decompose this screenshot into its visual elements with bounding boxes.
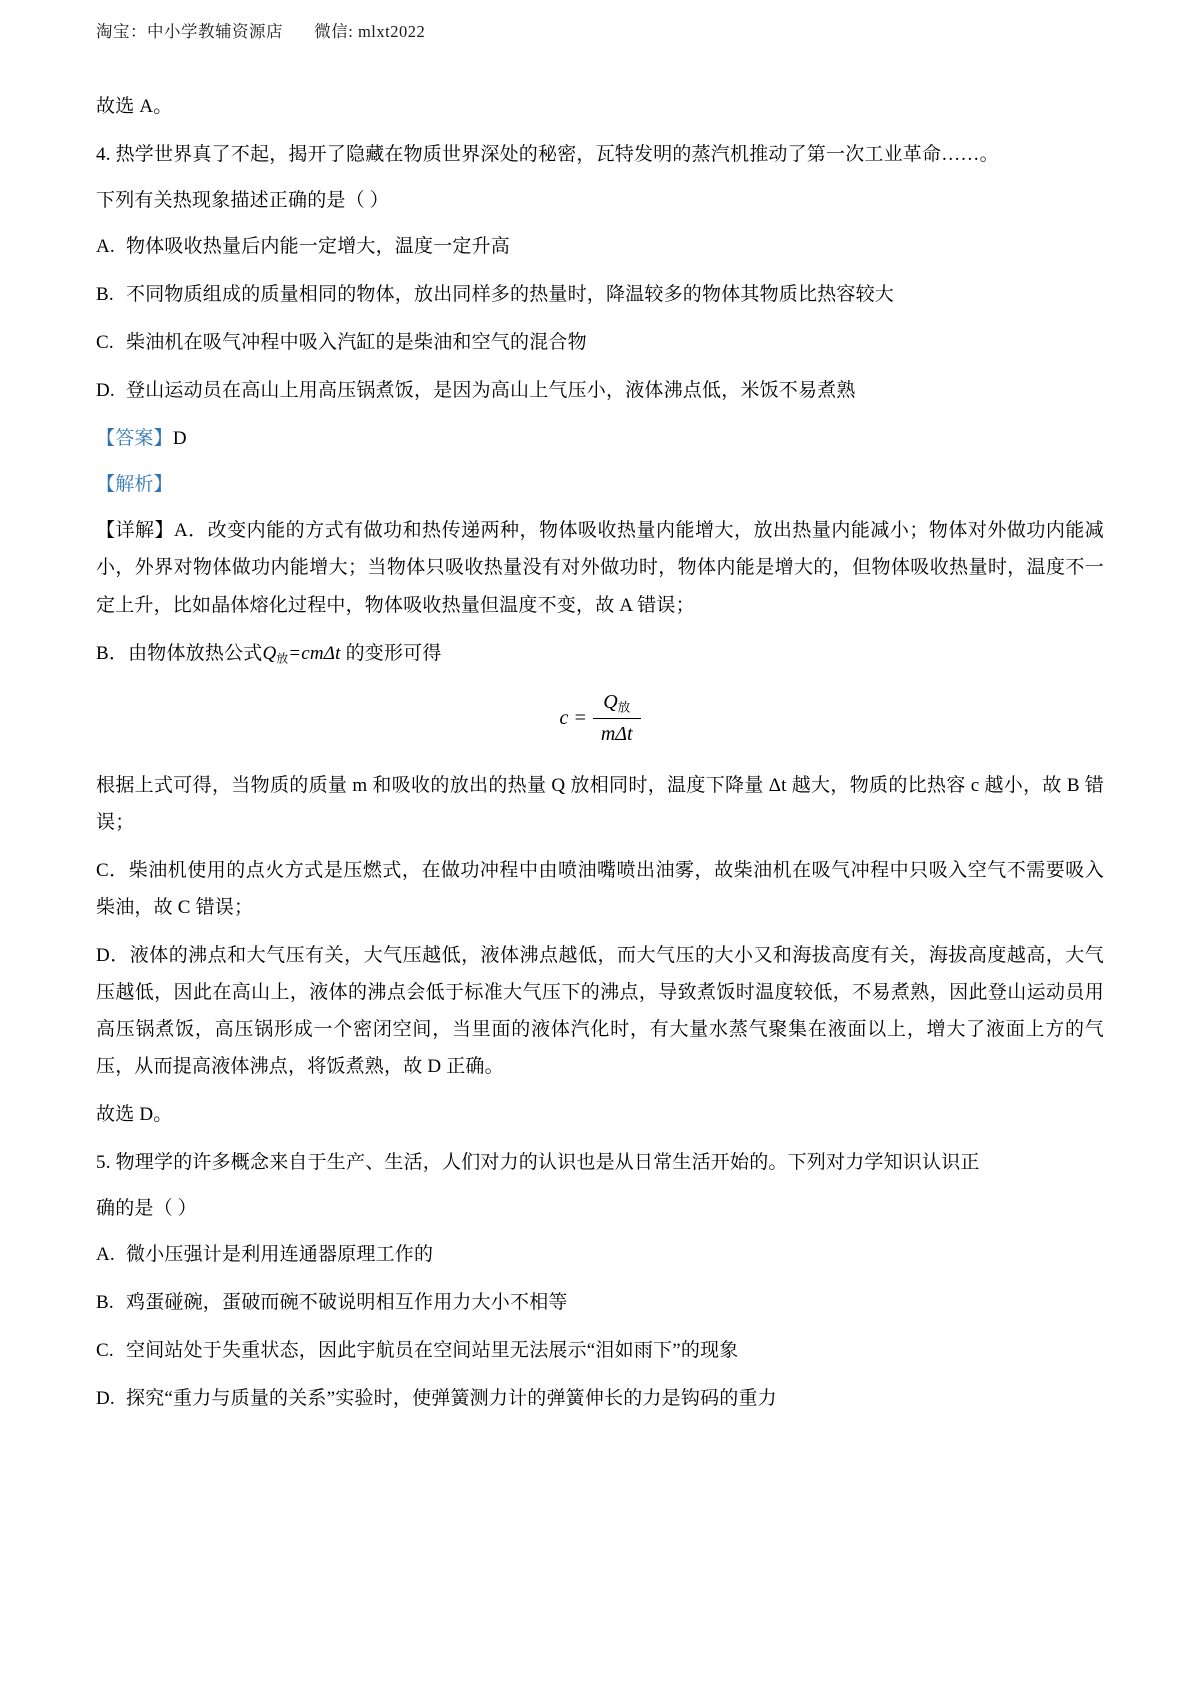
- formula-denominator: mΔt: [600, 722, 633, 745]
- question-4-option-b: [96, 276, 1104, 313]
- question-4-option-a: [96, 228, 1104, 265]
- formula-specific-heat: [96, 690, 1104, 747]
- question-4-detail-c: C．柴油机使用的点火方式是压燃式，在做功冲程中由喷油嘴喷出油雾，故柴油机在吸气冲程中只吸入空气不需要吸入柴油，故 C 错误；: [96, 859, 1104, 918]
- option-label: D.: [96, 380, 115, 402]
- question-5-option-a: [96, 1236, 1104, 1273]
- option-label: B.: [96, 1292, 114, 1314]
- option-label: A.: [96, 236, 115, 258]
- option-text: 登山运动员在高山上用高压锅煮饭，是因为高山上气压小，液体沸点低，米饭不易煮熟: [126, 380, 856, 402]
- question-4-stem-line-1: 4. 热学世界真了不起，揭开了隐藏在物质世界深处的秘密，瓦特发明的蒸汽机推动了第一次工业革命……。: [96, 144, 999, 166]
- question-4-detail-b-lead: [96, 635, 1104, 672]
- option-text: 微小压强计是利用连通器原理工作的: [126, 1244, 434, 1266]
- question-4-detail-b-tail: 根据上式可得，当物质的质量 m 和吸收的放出的热量 Q 放相同时，温度下降量 Δt 越大，物质的比热容 c 越小，故 B 错误；: [96, 774, 1104, 833]
- question-4-detail-a: 【详解】A．改变内能的方式有做功和热传递两种，物体吸收热量内能增大，放出热量内能减小；物体对外做功内能减小，外界对物体做功内能增大；当物体只吸收热量没有对外做功时，物体内能是增大的，但物体吸收热量时，温度不一定上升，比如晶体熔化过程中，物体吸收热量但温度不变，故 A 错误；: [96, 520, 1104, 616]
- formula-fraction: [593, 690, 641, 747]
- option-label: A.: [96, 1244, 115, 1266]
- option-text: 空间站处于失重状态，因此宇航员在空间站里无法展示“泪如雨下”的现象: [126, 1340, 739, 1362]
- answer-tag: 【答案】: [96, 428, 173, 450]
- question-5-option-d: [96, 1380, 1104, 1417]
- option-text: 柴油机在吸气冲程中吸入汽缸的是柴油和空气的混合物: [126, 332, 587, 354]
- option-text: 物体吸收热量后内能一定增大，温度一定升高: [126, 236, 511, 258]
- formula-lhs: c =: [559, 706, 587, 729]
- answer-value: D: [172, 428, 187, 450]
- option-text: 探究“重力与质量的关系”实验时，使弹簧测力计的弹簧伸长的力是钩码的重力: [126, 1388, 777, 1410]
- question-4-answer-line: [96, 420, 1104, 457]
- option-label: C.: [96, 332, 114, 354]
- question-5-option-c: [96, 1332, 1104, 1369]
- option-text: 不同物质组成的质量相同的物体，放出同样多的热量时，降温较多的物体其物质比热容较大: [126, 284, 895, 306]
- inline-formula-q-release: $Q_放=cm\Delta t$: [262, 642, 341, 665]
- question-4-detail-d: D．液体的沸点和大气压有关，大气压越低，液体沸点越低，而大气压的大小又和海拔高度有关，海拔高度越高，大气压越低，因此在高山上，液体的沸点会低于标准大气压下的沸点，导致煮饭时温度较低，不易煮熟，因此登山运动员用高压锅煮饭，高压锅形成一个密闭空间，当里面的液体汽化时，有大量水蒸气聚集在液面以上，增大了液面上方的气压，从而提高液体沸点，将饭煮熟，故 D 正确。: [96, 944, 1104, 1077]
- question-4-analysis-tag: 【解析】: [96, 474, 173, 496]
- header-shop: 淘宝：中小学教辅资源店: [96, 22, 283, 41]
- question-5-option-b: [96, 1284, 1104, 1321]
- option-text: 鸡蛋碰碗，蛋破而碗不破说明相互作用力大小不相等: [126, 1292, 568, 1314]
- option-label: D.: [96, 1388, 115, 1410]
- detail-b-lead-text: B．由物体放热公式: [96, 642, 263, 664]
- question-5-stem-line-2: 确的是（ ）: [96, 1198, 197, 1220]
- question-4-conclusion: 故选 D。: [96, 1103, 173, 1125]
- previous-answer-line: 故选 A。: [96, 96, 173, 117]
- option-label: C.: [96, 1340, 114, 1362]
- option-label: B.: [96, 284, 114, 306]
- question-4-stem-line-2: 下列有关热现象描述正确的是（ ）: [96, 190, 389, 212]
- question-4-option-d: [96, 372, 1104, 409]
- detail-b-lead-tail: 的变形可得: [345, 642, 442, 664]
- question-5-stem-line-1: 5. 物理学的许多概念来自于生产、生活，人们对力的认识也是从日常生活开始的。下列对力学知识认识正: [96, 1152, 980, 1173]
- header-wechat: 微信: mlxt2022: [314, 22, 426, 41]
- question-4-option-c: [96, 324, 1104, 361]
- formula-numerator: $Q_放$: [593, 690, 641, 719]
- page-header: [96, 18, 1104, 42]
